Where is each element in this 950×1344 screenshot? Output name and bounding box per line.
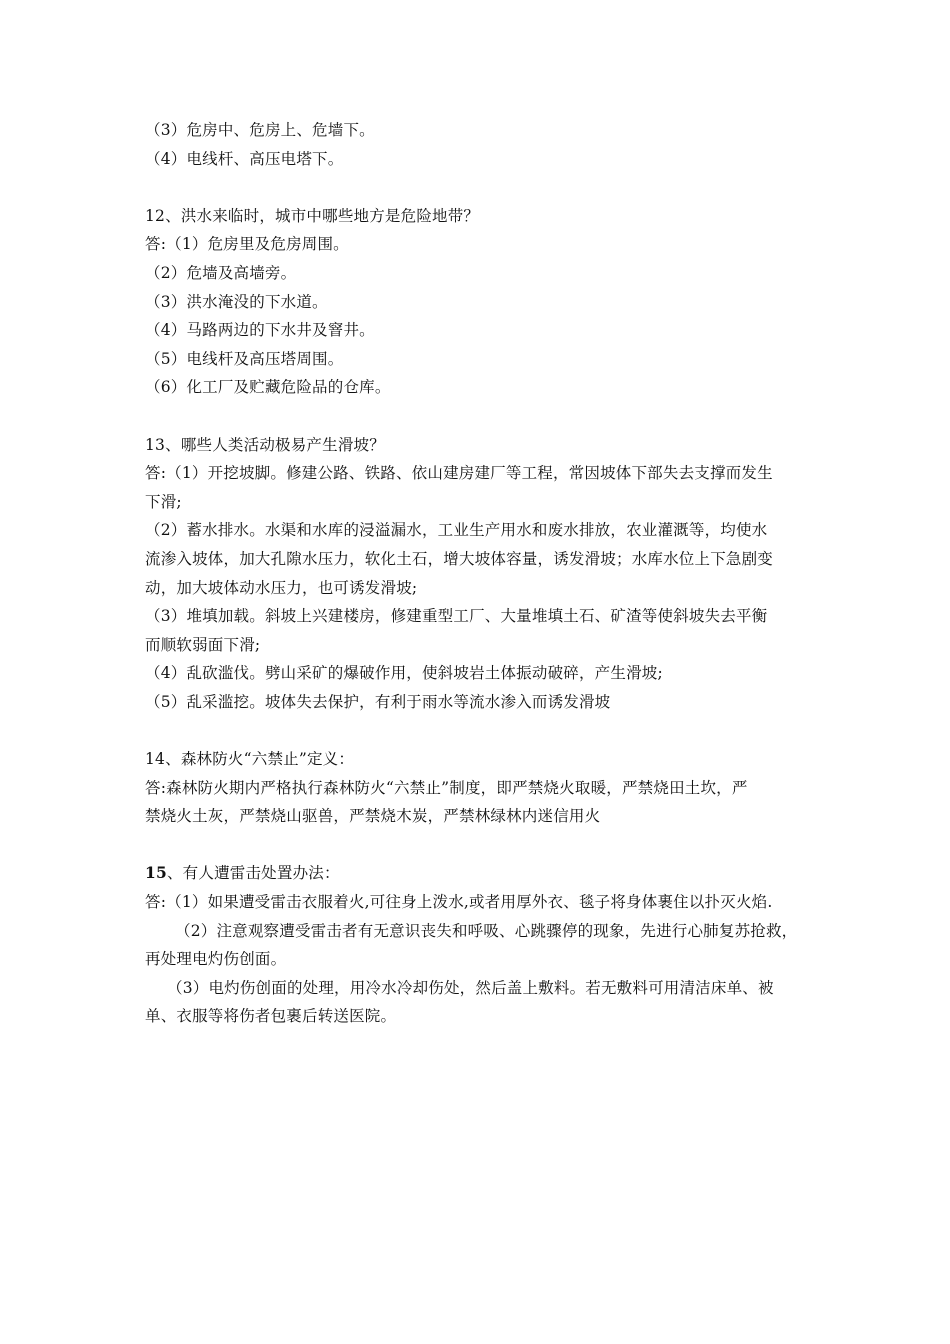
question-12-title: 12、洪水来临时，城市中哪些地方是危险地带？ [145,206,480,225]
answer-line: （5）乱采滥挖。坡体失去保护，有利于雨水等流水渗入而诱发滑坡 [145,692,611,711]
paragraph-gap [145,173,810,202]
answer-line: 答:（1）开挖坡脚。修建公路、铁路、依山建房建厂等工程，常因坡体下部失去支撑而发生 [145,464,773,483]
question-14-title: 14、森林防火“六禁止”定义： [145,750,355,769]
answer-line: 再处理电灼伤创面。 [145,950,287,969]
paragraph-gap [145,716,810,745]
answer-line: （3）电灼伤创面的处理，用冷水冷却伤处，然后盖上敷料。若无敷料可用清洁床单、被 [167,978,774,997]
answer-line: 流渗入坡体，加大孔隙水压力，软化土石，增大坡体容量，诱发滑坡；水库水位上下急剧变 [145,549,774,568]
answer-line: 下滑; [145,492,182,511]
answer-line: （2）注意观察遭受雷击者有无意识丧失和呼吸、心跳骤停的现象，先进行心肺复苏抢救， [175,921,798,940]
paragraph-gap [145,402,810,431]
list-item: （3）危房中、危房上、危墙下。 [145,121,375,139]
document-body [145,116,810,1031]
answer-line: （4）马路两边的下水井及窨井。 [145,321,375,340]
answer-line: 动，加大坡体动水压力，也可诱发滑坡; [145,578,418,597]
answer-line: （3）洪水淹没的下水道。 [145,292,328,311]
question-13-title: 13、哪些人类活动极易产生滑坡？ [145,435,385,454]
answer-line: （4）乱砍滥伐。劈山采矿的爆破作用，使斜坡岩土体振动破碎，产生滑坡; [145,664,663,683]
answer-line: （2）蓄水排水。水渠和水库的浸溢漏水，工业生产用水和废水排放，农业灌溉等，均使水 [145,521,768,540]
question-15-title [145,859,810,888]
list-item: （4）电线杆、高压电塔下。 [145,149,344,168]
answer-line: 答:（1）如果遭受雷击衣服着火,可往身上泼水,或者用厚外衣、毯子将身体裹住以扑灭火焰. [145,893,773,912]
answer-line: （5）电线杆及高压塔周围。 [145,349,344,368]
answer-line: （2）危墙及高墙旁。 [145,263,297,282]
question-15-title-text: 、有人遭雷击处置办法： [166,864,340,883]
answer-line: （6）化工厂及贮藏危险品的仓库。 [145,378,391,397]
answer-line: 而顺软弱面下滑; [145,635,261,654]
answer-line: （3）堆填加载。斜坡上兴建楼房，修建重型工厂、大量堆填土石、矿渣等使斜坡失去平衡 [145,607,768,626]
answer-line: 答:森林防火期内严格执行森林防火“六禁止”制度，即严禁烧火取暖，严禁烧田土坎，严 [145,778,748,797]
paragraph-gap [145,831,810,860]
question-15-number: 15 [145,863,167,883]
answer-line: 禁烧火土灰，严禁烧山驱兽，严禁烧木炭，严禁林绿林内迷信用火 [145,807,601,826]
answer-line: 单、衣服等将伤者包裹后转送医院。 [145,1007,397,1026]
answer-line: 答:（1）危房里及危房周围。 [145,235,349,254]
